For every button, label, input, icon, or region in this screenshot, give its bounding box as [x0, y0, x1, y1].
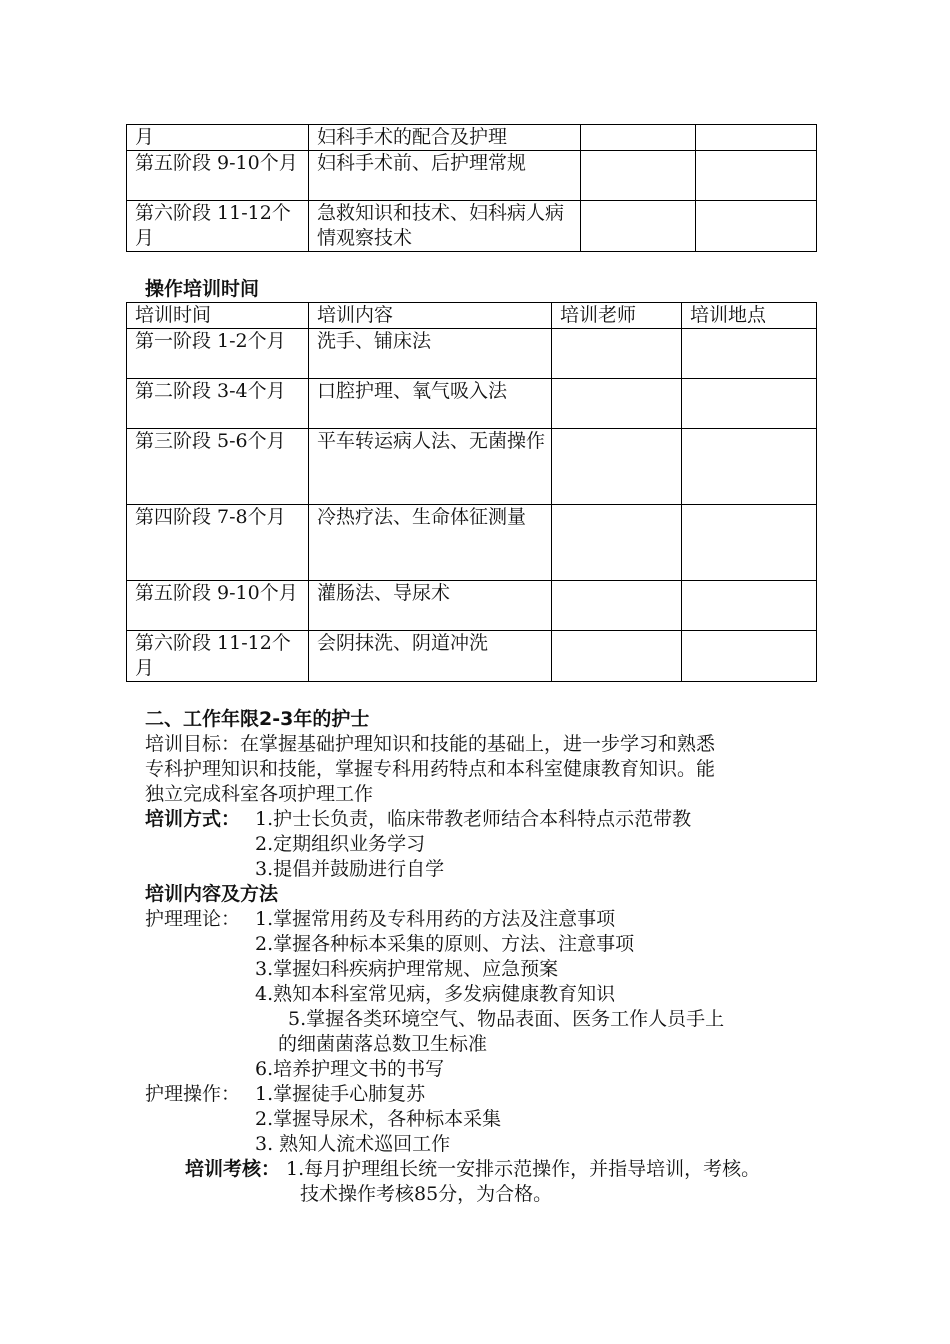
teacher-cell — [581, 151, 696, 201]
location-cell — [696, 201, 817, 252]
teacher-cell — [552, 379, 682, 429]
ops-item: 2.掌握导尿术，各种标本采集 — [255, 1108, 502, 1130]
location-cell — [682, 329, 817, 379]
teacher-cell — [552, 429, 682, 505]
table-row — [127, 125, 817, 151]
content-cell: 会阴抹洗、阴道冲洗 — [309, 631, 552, 682]
stage-cell: 第四阶段 7-8个月 — [127, 505, 309, 581]
theory-label: 护理理论： — [145, 908, 241, 930]
ops-training-table — [126, 302, 817, 682]
theory-item: 6.培养护理文书的书写 — [255, 1058, 445, 1080]
theory-item: 1.掌握常用药及专科用药的方法及注意事项 — [255, 908, 616, 930]
method-item: 1.护士长负责，临床带教老师结合本科特点示范带教 — [255, 808, 692, 830]
exam-label: 培训考核： — [185, 1158, 281, 1180]
goal-line: 培训目标：在掌握基础护理知识和技能的基础上，进一步学习和熟悉 — [145, 733, 716, 755]
method-item: 3.提倡并鼓励进行自学 — [255, 858, 445, 880]
content-cell: 急救知识和技术、妇科病人病情观察技术 — [309, 201, 581, 252]
table-row — [127, 631, 817, 682]
table-header-row — [127, 303, 817, 329]
stage-cell: 第三阶段 5-6个月 — [127, 429, 309, 505]
table-row — [127, 429, 817, 505]
location-cell — [682, 429, 817, 505]
content-cell: 平车转运病人法、无菌操作 — [309, 429, 552, 505]
location-cell — [682, 581, 817, 631]
method-label: 培训方式： — [145, 808, 241, 830]
stage-cell: 第五阶段 9-10个月 — [127, 151, 309, 201]
location-cell — [682, 631, 817, 682]
location-cell — [696, 151, 817, 201]
location-cell — [696, 125, 817, 151]
section-title: 二、工作年限2-3年的护士 — [145, 708, 370, 730]
teacher-cell — [552, 329, 682, 379]
content-cell: 妇科手术前、后护理常规 — [309, 151, 581, 201]
location-cell — [682, 505, 817, 581]
theory-item: 的细菌菌落总数卫生标准 — [278, 1033, 488, 1055]
content-cell: 妇科手术的配合及护理 — [309, 125, 581, 151]
teacher-cell — [552, 581, 682, 631]
ops-training-title: 操作培训时间 — [145, 278, 260, 300]
content-cell: 口腔护理、氧气吸入法 — [309, 379, 552, 429]
content-title: 培训内容及方法 — [145, 883, 279, 905]
teacher-cell — [552, 505, 682, 581]
header-location: 培训地点 — [682, 303, 817, 329]
teacher-cell — [581, 125, 696, 151]
goal-line: 专科护理知识和技能，掌握专科用药特点和本科室健康教育知识。能 — [145, 758, 716, 780]
ops-label: 护理操作： — [145, 1083, 241, 1105]
table-row — [127, 201, 817, 252]
stage-cell: 第六阶段 11-12个月 — [127, 631, 309, 682]
ops-item: 1.掌握徒手心肺复苏 — [255, 1083, 426, 1105]
theory-item: 2.掌握各种标本采集的原则、方法、注意事项 — [255, 933, 635, 955]
ops-item: 3. 熟知人流术巡回工作 — [255, 1133, 451, 1155]
stage-cell: 月 — [127, 125, 309, 151]
table-row — [127, 505, 817, 581]
table-row — [127, 329, 817, 379]
exam-line: 1.每月护理组长统一安排示范操作，并指导培训，考核。 — [286, 1158, 761, 1180]
theory-item: 3.掌握妇科疾病护理常规、应急预案 — [255, 958, 559, 980]
content-cell: 冷热疗法、生命体征测量 — [309, 505, 552, 581]
theory-item: 4.熟知本科室常见病，多发病健康教育知识 — [255, 983, 616, 1005]
stage-cell: 第二阶段 3-4个月 — [127, 379, 309, 429]
teacher-cell — [581, 201, 696, 252]
goal-line: 独立完成科室各项护理工作 — [145, 783, 374, 805]
table-row — [127, 151, 817, 201]
header-teacher: 培训老师 — [552, 303, 682, 329]
content-cell: 洗手、铺床法 — [309, 329, 552, 379]
theory-training-table-continued — [126, 124, 817, 252]
teacher-cell — [552, 631, 682, 682]
header-time: 培训时间 — [127, 303, 309, 329]
stage-cell: 第六阶段 11-12个月 — [127, 201, 309, 252]
method-item: 2.定期组织业务学习 — [255, 833, 426, 855]
stage-cell: 第五阶段 9-10个月 — [127, 581, 309, 631]
location-cell — [682, 379, 817, 429]
content-cell: 灌肠法、导尿术 — [309, 581, 552, 631]
header-content: 培训内容 — [309, 303, 552, 329]
exam-line: 技术操作考核85分，为合格。 — [300, 1183, 553, 1205]
table-row — [127, 581, 817, 631]
theory-item: 5.掌握各类环境空气、物品表面、医务工作人员手上 — [288, 1008, 725, 1030]
table-row — [127, 379, 817, 429]
stage-cell: 第一阶段 1-2个月 — [127, 329, 309, 379]
